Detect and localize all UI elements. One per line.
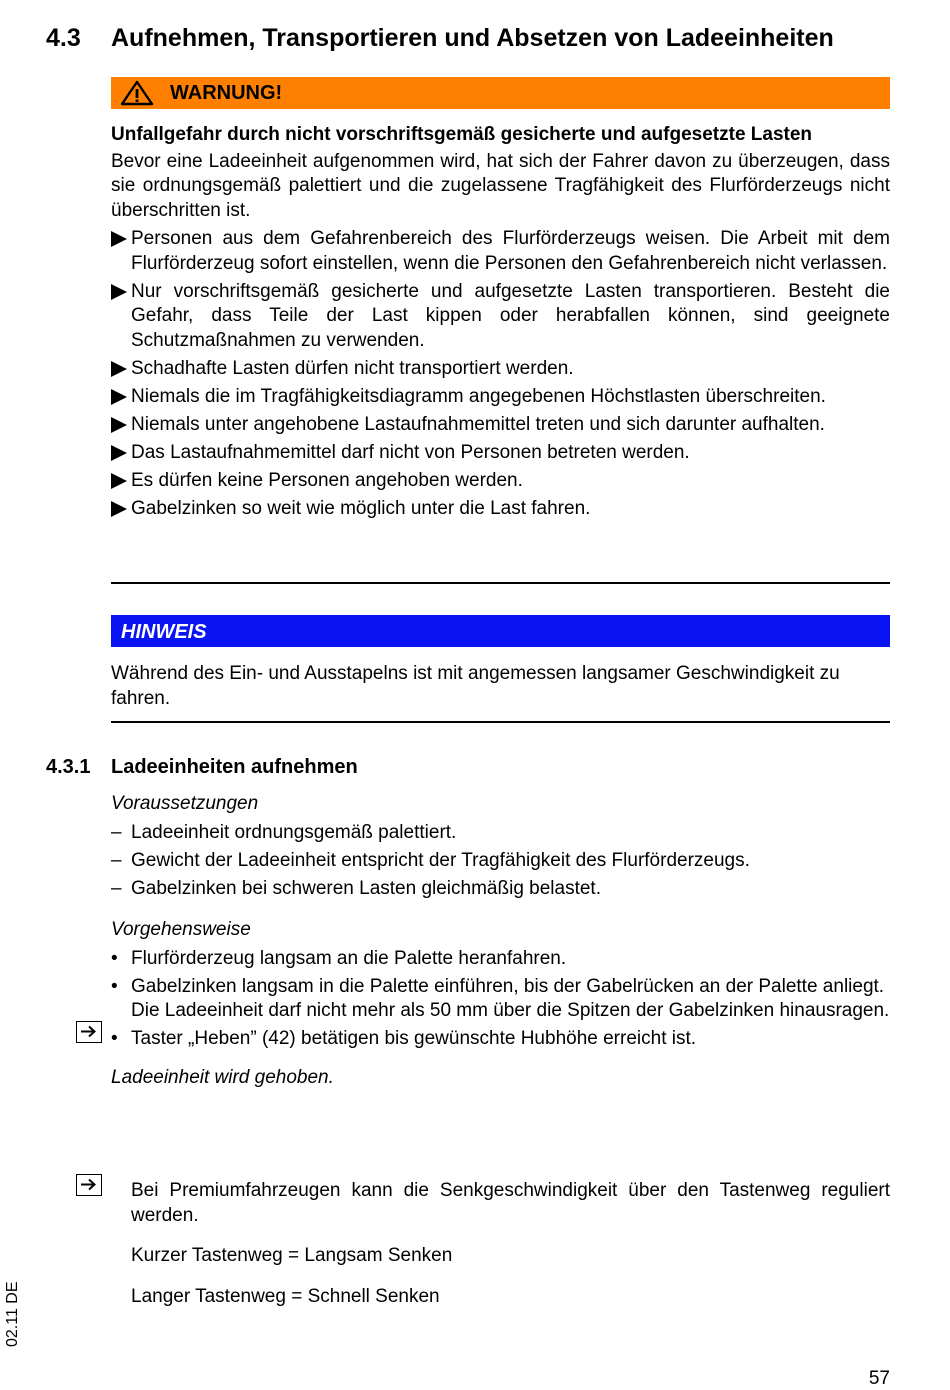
info-arrow-icon <box>76 1021 102 1043</box>
note-end-divider <box>111 721 890 723</box>
arrow-bullet-icon <box>111 445 127 461</box>
arrow-bullet-icon <box>111 389 127 405</box>
procedure-block <box>111 918 890 1090</box>
procedure-step: • Flurförderzeug langsam an die Palette heranfahren. <box>111 947 567 969</box>
procedure-list-continued <box>111 1027 890 1052</box>
note-text: Während des Ein- und Ausstapelns ist mit angemessen langsamer Geschwindigkeit zu fahren. <box>111 663 840 709</box>
prerequisite-item: – Ladeeinheit ordnungsgemäß palettiert. <box>111 821 457 843</box>
note-body <box>111 662 890 711</box>
short-press-text: Kurzer Tastenweg = Langsam Senken <box>131 1245 453 1266</box>
info-arrow-icon <box>76 1174 102 1196</box>
warning-item: Gabelzinken so weit wie möglich unter die Last fahren. <box>111 497 890 522</box>
warning-item: Das Lastaufnahmemittel darf nicht von Personen betreten werden. <box>111 441 890 466</box>
warning-text: Bevor eine Ladeeinheit aufgenommen wird, hat sich der Fahrer davon zu überzeugen, dass sie ordnungsgemäß palettiert und die zugelassene Tragfähigkeit des Flurförderzeugs nicht überschritten ist. <box>111 150 890 221</box>
arrow-bullet-icon <box>111 361 127 377</box>
arrow-bullet-icon <box>111 284 127 300</box>
prerequisites-label: Voraussetzungen <box>111 793 259 814</box>
section-number: 4.3 <box>46 24 81 52</box>
long-press-text: Langer Tastenweg = Schnell Senken <box>131 1285 440 1307</box>
warning-list <box>111 227 890 521</box>
note-banner <box>111 615 890 647</box>
arrow-bullet-icon <box>111 501 127 517</box>
document-code: 02.11 DE <box>4 1281 21 1347</box>
premium-info-block <box>111 1179 890 1309</box>
arrow-bullet-icon <box>111 473 127 489</box>
subsection-title: Ladeeinheiten aufnehmen <box>111 756 358 778</box>
warning-item: Niemals die im Tragfähigkeitsdiagramm angegebenen Höchstlasten überschreiten. <box>111 385 890 410</box>
info-text: Die Ladeeinheit darf nicht mehr als 50 mm über die Spitzen der Gabelzinken hinausragen. <box>131 1000 890 1021</box>
prerequisite-item: – Gewicht der Ladeeinheit entspricht der Tragfähigkeit des Flurförderzeugs. <box>111 849 750 871</box>
warning-item: Personen aus dem Gefahrenbereich des Flurförderzeugs weisen. Die Arbeit mit dem Flurförderzeug sofort einstellen, wenn die Personen den Gefahrenbereich nicht verlassen. <box>111 227 890 276</box>
arrow-bullet-icon <box>111 417 127 433</box>
warning-label: WARNUNG! <box>170 82 283 104</box>
procedure-list <box>111 947 890 1000</box>
warning-end-divider <box>111 582 890 584</box>
procedure-step: • Gabelzinken langsam in die Palette einführen, bis der Gabelrücken an der Palette anliegt. <box>111 975 885 997</box>
warning-triangle-icon <box>120 80 154 114</box>
page-number: 57 <box>868 1368 890 1389</box>
warning-item: Niemals unter angehobene Lastaufnahmemittel treten und sich darunter aufhalten. <box>111 413 890 438</box>
subsection-number: 4.3.1 <box>46 756 91 778</box>
prerequisite-item: – Gabelzinken bei schweren Lasten gleichmäßig belastet. <box>111 877 601 899</box>
prerequisites-block <box>111 792 890 905</box>
arrow-bullet-icon <box>111 231 127 247</box>
procedure-step: • Taster „Heben” (42) betätigen bis gewünschte Hubhöhe erreicht ist. <box>111 1028 697 1049</box>
warning-item: Nur vorschriftsgemäß gesicherte und aufgesetzte Lasten transportieren. Besteht die Gefahr, dass Teile der Last kippen oder herabfallen können, sind geeignete Schutzmaßnahmen zu verwenden. <box>111 280 890 354</box>
prerequisites-list <box>111 821 890 902</box>
warning-body <box>111 123 890 525</box>
warning-banner <box>111 77 890 109</box>
procedure-label: Vorgehensweise <box>111 919 251 940</box>
warning-item: Schadhafte Lasten dürfen nicht transportiert werden. <box>111 357 890 382</box>
premium-info-text: Bei Premiumfahrzeugen kann die Senkgeschwindigkeit über den Tastenweg reguliert werden. <box>131 1180 890 1226</box>
warning-subtitle: Unfallgefahr durch nicht vorschriftsgemäß gesicherte und aufgesetzte Lasten <box>111 124 813 145</box>
note-label: HINWEIS <box>121 621 207 643</box>
section-title: Aufnehmen, Transportieren und Absetzen von Ladeeinheiten <box>111 24 834 52</box>
warning-item: Es dürfen keine Personen angehoben werden. <box>111 469 890 494</box>
result-text: Ladeeinheit wird gehoben. <box>111 1066 334 1088</box>
